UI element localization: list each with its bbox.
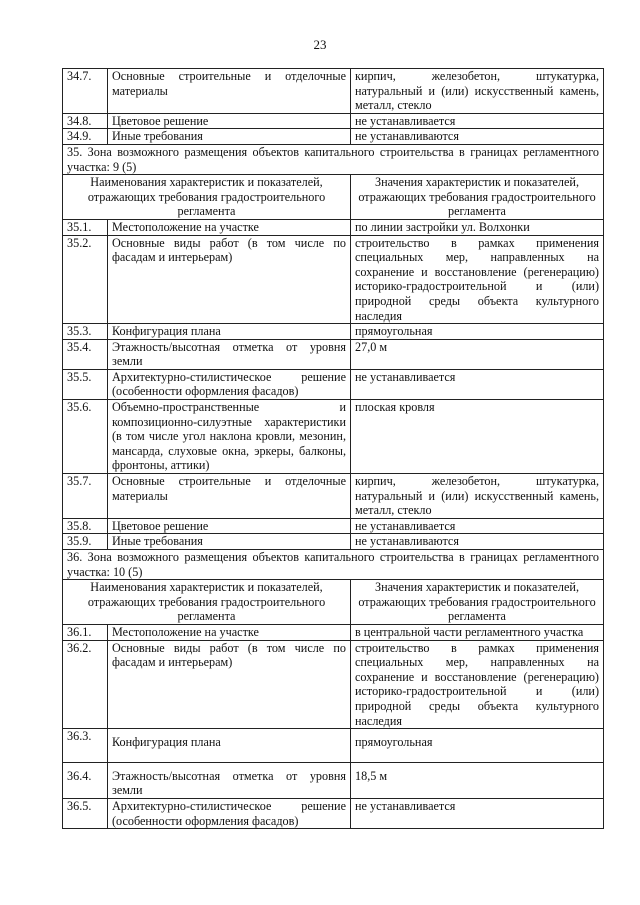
row-name: Иные требования [108, 129, 351, 145]
row-number: 36.4. [63, 762, 108, 798]
row-name: Иные требования [108, 534, 351, 550]
table-row [63, 400, 604, 474]
table-row [63, 640, 604, 729]
row-name: Цветовое решение [108, 518, 351, 534]
row-value: не устанавливается [351, 518, 604, 534]
row-number: 35.6. [63, 400, 108, 474]
row-value: прямоугольная [351, 729, 604, 763]
table-row [63, 729, 604, 763]
row-value: плоская кровля [351, 400, 604, 474]
row-number: 35.9. [63, 534, 108, 550]
header-characteristics: Наименования характеристик и показателей, отражающих требования градостроительного регламента [63, 580, 351, 625]
row-number: 35.2. [63, 235, 108, 324]
row-value: прямоугольная [351, 324, 604, 340]
row-number: 35.8. [63, 518, 108, 534]
row-value: 18,5 м [351, 762, 604, 798]
row-name: Основные виды работ (в том числе по фасадам и интерьерам) [108, 640, 351, 729]
row-name: Объемно-пространственные и композиционно-силуэтные характеристики (в том числе угол наклона кровли, мезонин, мансарда, слуховые окна, эркеры, балконы, фронтоны, аттики) [108, 400, 351, 474]
table-row [63, 219, 604, 235]
row-name: Основные строительные и отделочные материалы [108, 69, 351, 114]
row-number: 36.1. [63, 624, 108, 640]
row-name: Архитектурно-стилистическое решение (особенности оформления фасадов) [108, 798, 351, 828]
table-row [63, 534, 604, 550]
table-row [63, 369, 604, 399]
table-row [63, 129, 604, 145]
table-row [63, 339, 604, 369]
row-number: 36.5. [63, 798, 108, 828]
row-name: Основные строительные и отделочные материалы [108, 474, 351, 519]
table-row [63, 69, 604, 114]
row-number: 35.1. [63, 219, 108, 235]
zone-title-row [63, 550, 604, 580]
row-number: 36.3. [63, 729, 108, 763]
page-number: 23 [313, 37, 327, 52]
row-value: не устанавливается [351, 798, 604, 828]
row-name: Местоположение на участке [108, 219, 351, 235]
row-name: Архитектурно-стилистическое решение (особенности оформления фасадов) [108, 369, 351, 399]
row-value: по линии застройки ул. Волхонки [351, 219, 604, 235]
row-value: не устанавливаются [351, 534, 604, 550]
row-number: 35.5. [63, 369, 108, 399]
row-number: 34.7. [63, 69, 108, 114]
row-value: строительство в рамках применения специальных мер, направленных на сохранение и восстановление (регенерацию) историко-градостроительной и (или) природной среды объекта культурного наследия [351, 640, 604, 729]
table-row [63, 235, 604, 324]
row-value: кирпич, железобетон, штукатурка, натуральный и (или) искусственный камень, металл, стекло [351, 69, 604, 114]
header-values: Значения характеристик и показателей, отражающих требования градостроительного регламента [351, 175, 604, 220]
row-name: Конфигурация плана [108, 324, 351, 340]
row-number: 34.9. [63, 129, 108, 145]
row-number: 35.4. [63, 339, 108, 369]
zone-35-title: 35. Зона возможного размещения объектов капитального строительства в границах регламентного участка: 9 (5) [63, 144, 604, 174]
zone-title-row [63, 144, 604, 174]
table-row [63, 798, 604, 828]
row-value: не устанавливается [351, 369, 604, 399]
table-row [63, 518, 604, 534]
row-name: Местоположение на участке [108, 624, 351, 640]
row-number: 36.2. [63, 640, 108, 729]
zone-36-title: 36. Зона возможного размещения объектов капитального строительства в границах регламентного участка: 10 (5) [63, 550, 604, 580]
row-value: 27,0 м [351, 339, 604, 369]
row-number: 34.8. [63, 113, 108, 129]
row-value: строительство в рамках применения специальных мер, направленных на сохранение и восстановление (регенерацию) историко-градостроительной и (или) природной среды объекта культурного наследия [351, 235, 604, 324]
regulation-table [62, 68, 604, 829]
header-values: Значения характеристик и показателей, отражающих требования градостроительного регламента [351, 580, 604, 625]
table-row [63, 113, 604, 129]
row-name: Конфигурация плана [108, 729, 351, 763]
row-name: Основные виды работ (в том числе по фасадам и интерьерам) [108, 235, 351, 324]
table-row [63, 324, 604, 340]
column-header-row [63, 580, 604, 625]
row-value: не устанавливается [351, 113, 604, 129]
row-name: Этажность/высотная отметка от уровня земли [108, 339, 351, 369]
row-value: не устанавливаются [351, 129, 604, 145]
row-number: 35.7. [63, 474, 108, 519]
table-row [63, 762, 604, 798]
row-name: Этажность/высотная отметка от уровня земли [108, 762, 351, 798]
row-value: в центральной части регламентного участка [351, 624, 604, 640]
table-row [63, 624, 604, 640]
row-name: Цветовое решение [108, 113, 351, 129]
header-characteristics: Наименования характеристик и показателей, отражающих требования градостроительного регламента [63, 175, 351, 220]
row-number: 35.3. [63, 324, 108, 340]
table-row [63, 474, 604, 519]
row-value: кирпич, железобетон, штукатурка, натуральный и (или) искусственный камень, металл, стекло [351, 474, 604, 519]
column-header-row [63, 175, 604, 220]
